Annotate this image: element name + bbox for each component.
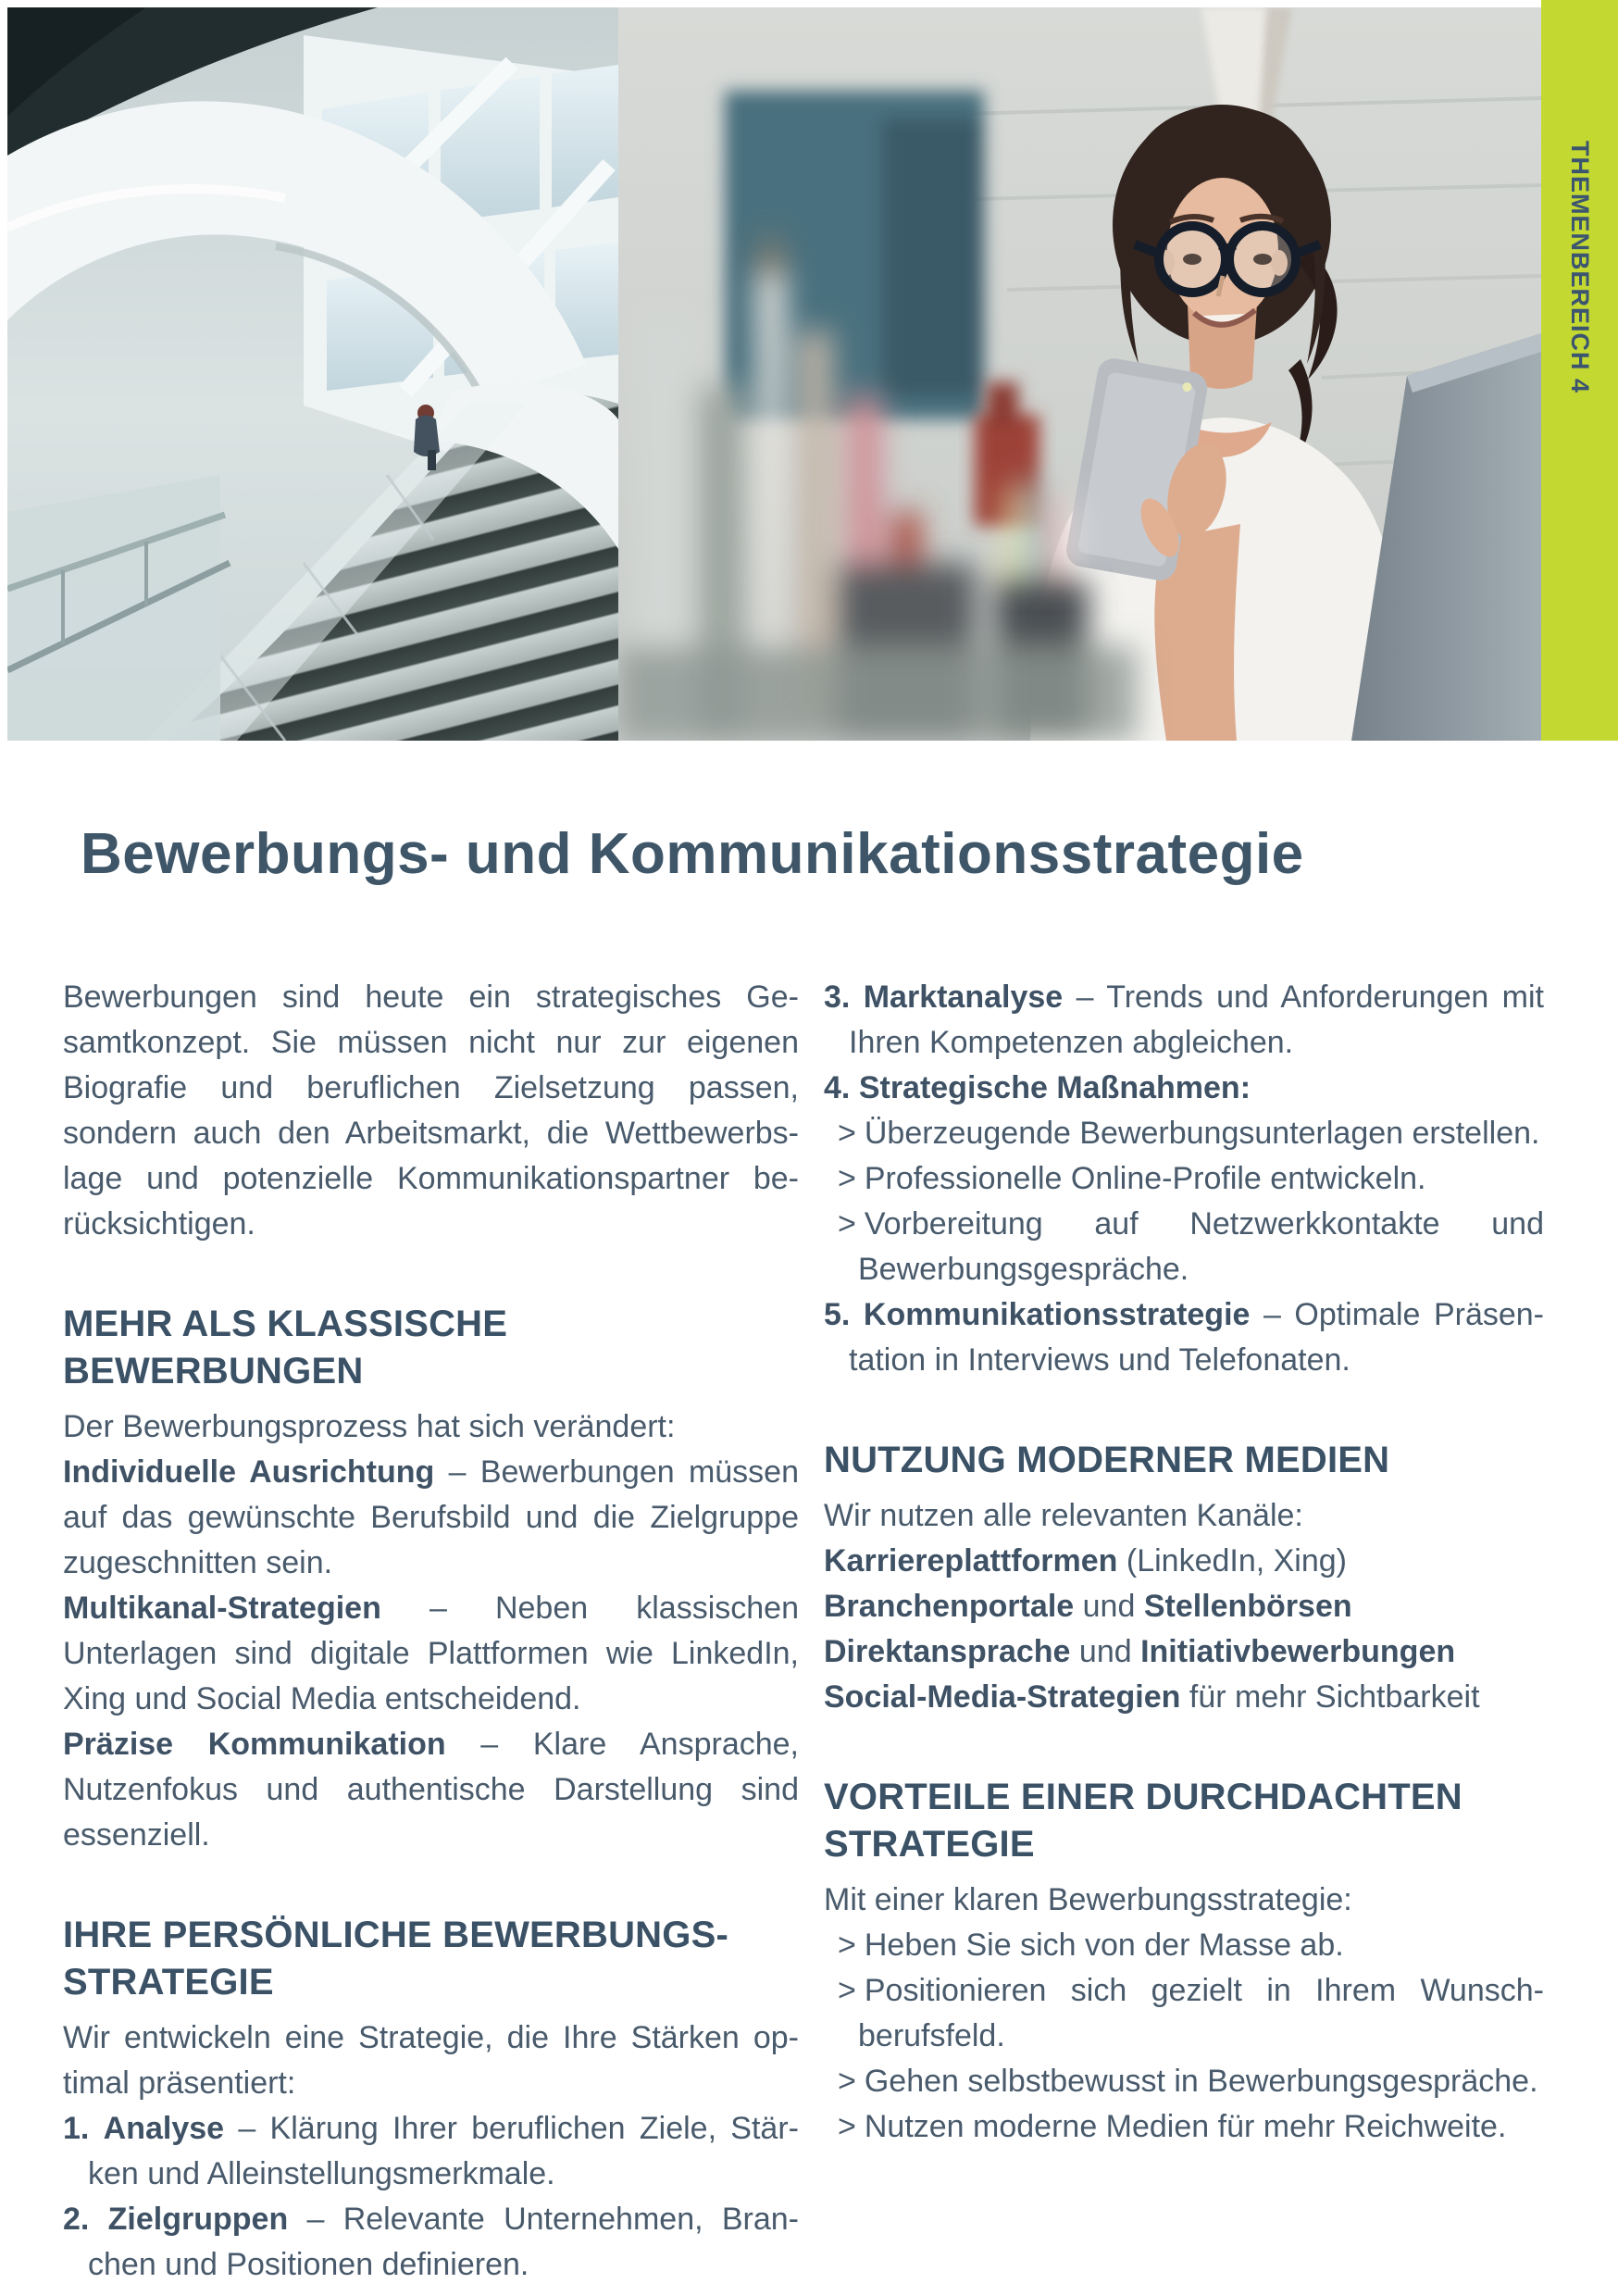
medien-term: Branchenportale — [824, 1589, 1075, 1624]
medien-text: und — [1074, 1589, 1144, 1624]
bullet-text: Positionieren sich gezielt in Ihrem Wunschberufsfeld. — [858, 1973, 1544, 2053]
medien-term: Karriereplattformen — [824, 1543, 1118, 1578]
theme-tab-label: THEMENBEREICH 4 — [1566, 141, 1594, 394]
medien-term: Stellenbörsen — [1143, 1589, 1352, 1624]
medien-line — [824, 1675, 1544, 1720]
bullet-text: Nutzen moderne Medien für mehr Reichweite. — [864, 2109, 1507, 2144]
medien-text: (LinkedIn, Xing) — [1117, 1543, 1348, 1578]
klassisch-item-term: Multikanal-Strategien — [63, 1591, 381, 1626]
klassisch-item — [63, 1722, 799, 1858]
bullet-text: Überzeugende Bewerbungsunterlagen erstellen. — [864, 1116, 1540, 1151]
strategie-intro: Wir entwickeln eine Strategie, die Ihre Stärken optimal präsentiert: — [63, 2020, 799, 2101]
heading-vorteile-einer-durchdachten-strategie: VORTEILE EINER DURCHDACHTEN STRATEGIE — [824, 1777, 1462, 1865]
klassisch-item-text: – Neben klassischen Unterlagen sind digitale Plattformen wie LinkedIn, Xing und Social Media entscheidend. — [63, 1591, 799, 1716]
item-number: 5. — [824, 1297, 851, 1332]
medien-line — [824, 1629, 1544, 1675]
item-title: Kommunikationsstrategie — [863, 1297, 1251, 1332]
medien-term: Social-Media-Strategien — [824, 1679, 1181, 1715]
massnahmen-bullet — [824, 1202, 1544, 1292]
item-text: – Trends und Anforderungen mit Ihren Kompetenzen abgleichen. — [849, 980, 1544, 1060]
vorteile-bullet — [824, 1923, 1544, 1968]
klassisch-item-text: – Klare Ansprache, Nutzenfokus und authentische Darstellung sind essenziell. — [63, 1727, 799, 1853]
page-title: Bewerbungs- und Kommunikationsstrategie — [81, 822, 1304, 886]
glass-balustrade — [7, 475, 230, 741]
item-number: 2. — [63, 2202, 90, 2237]
arrow-marker: > — [838, 1206, 856, 1242]
item-number: 3. — [824, 980, 851, 1015]
item-number: 1. — [63, 2111, 90, 2146]
numbered-item-4 — [824, 1066, 1544, 1111]
numbered-item-term — [63, 2111, 224, 2146]
medien-term: Direktansprache — [824, 1634, 1071, 1669]
medien-text: und — [1070, 1634, 1141, 1669]
item-text: – Relevante Unternehmen, Branchen und Positionen definieren. — [88, 2202, 799, 2282]
medien-line — [824, 1584, 1544, 1629]
bullet-text: Heben Sie sich von der Masse ab. — [864, 1928, 1344, 1963]
numbered-item-3 — [824, 975, 1544, 1066]
klassisch-lead: Der Bewerbungsprozess hat sich verändert: — [63, 1409, 676, 1444]
bullet-text: Gehen selbstbewusst in Bewerbungsgespräche. — [864, 2064, 1538, 2099]
left-column — [63, 975, 799, 2288]
heading-mehr-als-klassische-bewerbungen: MEHR ALS KLASSISCHE BEWERBUNGEN — [63, 1304, 508, 1391]
vorteile-bullet — [824, 2104, 1544, 2150]
arrow-marker: > — [838, 1928, 856, 1963]
massnahmen-bullet — [824, 1156, 1544, 1202]
item-title: Marktanalyse — [863, 980, 1064, 1015]
numbered-item-2 — [63, 2197, 799, 2288]
numbered-item-term — [824, 980, 1063, 1015]
klassisch-item-term: Präzise Kommunikation — [63, 1727, 446, 1762]
woman-smartphone-photo — [618, 7, 1541, 741]
item-text: – Klärung Ihrer beruflichen Ziele, Stärken und Alleinstellungsmerkmale. — [88, 2111, 799, 2191]
right-column — [824, 975, 1544, 2150]
heading-nutzung-moderner-medien: NUTZUNG MODERNER MEDIEN — [824, 1440, 1390, 1480]
klassisch-item — [63, 1586, 799, 1722]
numbered-item-term — [63, 2202, 288, 2237]
klassisch-item-term: Individuelle Ausrichtung — [63, 1454, 435, 1490]
arrow-marker: > — [838, 2064, 856, 2099]
vorteile-bullet — [824, 2059, 1544, 2104]
item-title: Analyse — [103, 2111, 225, 2146]
theme-tab — [1541, 0, 1618, 741]
numbered-item-term — [824, 1297, 1250, 1332]
intro-paragraph: Bewerbungen sind heute ein strategisches Gesamtkonzept. Sie müssen nicht nur zur eigenen Biografie und beruflichen Zielsetzung passen, sondern auch den Arbeitsmarkt, die Wettbewerbslage und potenzielle Kommunikationspartner berücksichtigen. — [63, 980, 799, 1242]
klassisch-item-text: – Bewerbungen müssen auf das gewünschte Berufsbild und die Zielgruppe zugeschnitten sein. — [63, 1454, 799, 1580]
medien-text: für mehr Sichtbarkeit — [1180, 1679, 1480, 1715]
item-title: Zielgruppen — [107, 2202, 289, 2237]
medien-term: Initiativbewerbungen — [1140, 1634, 1456, 1669]
bullet-text: Professionelle Online-Profile entwickeln. — [864, 1161, 1426, 1196]
bullet-text: Vorbereitung auf Netzwerkkontakte und Bewerbungsgespräche. — [858, 1206, 1544, 1287]
numbered-item-5 — [824, 1292, 1544, 1383]
arrow-marker: > — [838, 1116, 856, 1151]
vorteile-lead: Mit einer klaren Bewerbungsstrategie: — [824, 1882, 1352, 1917]
item-title: Strategische Maßnahmen: — [858, 1070, 1251, 1105]
numbered-item-term — [824, 1070, 1251, 1105]
klassisch-item — [63, 1450, 799, 1586]
heading-ihre-persoenliche-bewerbungsstrategie: IHRE PERSÖNLICHE BEWERBUNGS-STRATEGIE — [63, 1915, 728, 2003]
arrow-marker: > — [838, 2109, 856, 2144]
item-number: 4. — [824, 1070, 851, 1105]
vorteile-bullet — [824, 1968, 1544, 2059]
medien-lead: Wir nutzen alle relevanten Kanäle: — [824, 1498, 1303, 1533]
arrow-marker: > — [838, 1973, 856, 2008]
arrow-marker: > — [838, 1161, 856, 1196]
item-text: – Optimale Präsentation in Interviews und Telefonaten. — [849, 1297, 1544, 1378]
numbered-item-1 — [63, 2106, 799, 2197]
staircase-photo — [7, 7, 618, 741]
medien-line — [824, 1539, 1544, 1584]
massnahmen-bullet — [824, 1111, 1544, 1156]
